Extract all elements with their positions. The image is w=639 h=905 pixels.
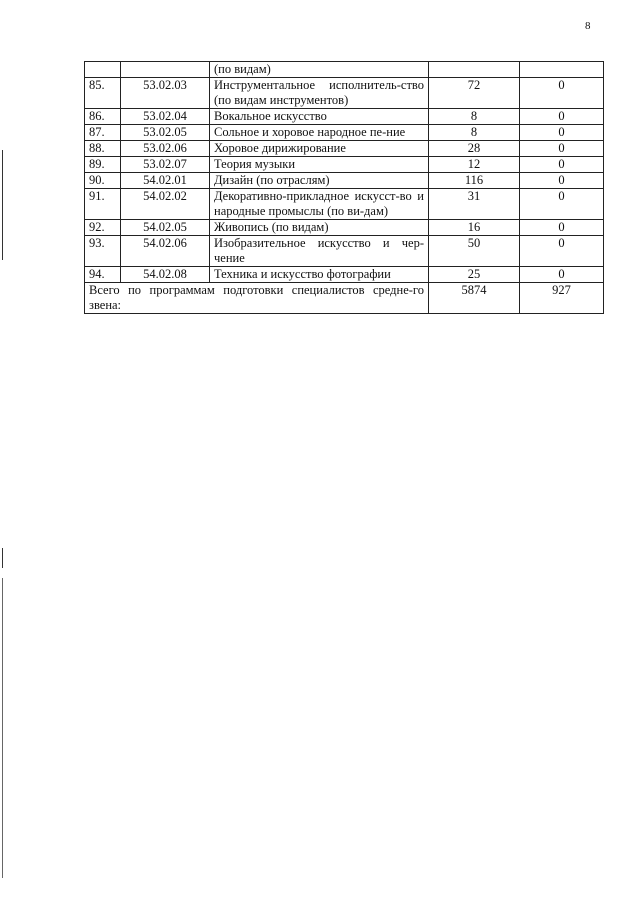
row-value-b: 0 bbox=[520, 78, 604, 109]
row-value-b: 0 bbox=[520, 141, 604, 157]
row-value-b bbox=[520, 62, 604, 78]
row-value-a bbox=[429, 62, 520, 78]
row-value-a: 116 bbox=[429, 173, 520, 189]
row-code: 54.02.05 bbox=[121, 220, 210, 236]
row-name: Техника и искусство фотографии bbox=[210, 267, 429, 283]
row-value-b: 0 bbox=[520, 157, 604, 173]
table-row bbox=[85, 267, 604, 283]
row-number: 89. bbox=[85, 157, 121, 173]
row-value-b: 0 bbox=[520, 267, 604, 283]
row-value-b: 0 bbox=[520, 109, 604, 125]
scan-edge-mark bbox=[2, 548, 3, 568]
row-number: 87. bbox=[85, 125, 121, 141]
row-name: Хоровое дирижирование bbox=[210, 141, 429, 157]
row-code: 54.02.02 bbox=[121, 189, 210, 220]
row-name: Дизайн (по отраслям) bbox=[210, 173, 429, 189]
row-name: Сольное и хоровое народное пе-ние bbox=[210, 125, 429, 141]
row-number: 88. bbox=[85, 141, 121, 157]
scan-edge-mark bbox=[2, 578, 3, 878]
row-value-a: 8 bbox=[429, 125, 520, 141]
total-row bbox=[85, 283, 604, 314]
row-value-b: 0 bbox=[520, 236, 604, 267]
total-value-a: 5874 bbox=[429, 283, 520, 314]
row-number: 91. bbox=[85, 189, 121, 220]
row-value-a: 72 bbox=[429, 78, 520, 109]
row-name: Изобразительное искусство и чер-чение bbox=[210, 236, 429, 267]
table-row bbox=[85, 141, 604, 157]
row-code: 54.02.06 bbox=[121, 236, 210, 267]
row-name: Инструментальное исполнитель-ство (по видам инструментов) bbox=[210, 78, 429, 109]
row-name: Теория музыки bbox=[210, 157, 429, 173]
row-value-a: 50 bbox=[429, 236, 520, 267]
row-number: 93. bbox=[85, 236, 121, 267]
table-row bbox=[85, 157, 604, 173]
row-value-b: 0 bbox=[520, 173, 604, 189]
row-number: 94. bbox=[85, 267, 121, 283]
specialties-table bbox=[84, 61, 604, 314]
row-value-a: 28 bbox=[429, 141, 520, 157]
row-name: Живопись (по видам) bbox=[210, 220, 429, 236]
table-body bbox=[85, 62, 604, 314]
row-code bbox=[121, 62, 210, 78]
table-row bbox=[85, 78, 604, 109]
table-row bbox=[85, 125, 604, 141]
row-value-b: 0 bbox=[520, 125, 604, 141]
scan-edge-mark bbox=[2, 150, 3, 260]
table-row bbox=[85, 173, 604, 189]
row-value-a: 25 bbox=[429, 267, 520, 283]
row-name: Декоративно-прикладное искусст-во и народные промыслы (по ви-дам) bbox=[210, 189, 429, 220]
row-value-a: 16 bbox=[429, 220, 520, 236]
row-code: 53.02.05 bbox=[121, 125, 210, 141]
row-value-b: 0 bbox=[520, 220, 604, 236]
row-code: 54.02.08 bbox=[121, 267, 210, 283]
row-code: 53.02.03 bbox=[121, 78, 210, 109]
row-number: 86. bbox=[85, 109, 121, 125]
row-code: 53.02.07 bbox=[121, 157, 210, 173]
row-code: 54.02.01 bbox=[121, 173, 210, 189]
row-name: (по видам) bbox=[210, 62, 429, 78]
row-value-a: 8 bbox=[429, 109, 520, 125]
row-number: 90. bbox=[85, 173, 121, 189]
page-number: 8 bbox=[585, 20, 591, 32]
row-value-b: 0 bbox=[520, 189, 604, 220]
row-number: 92. bbox=[85, 220, 121, 236]
total-label: Всего по программам подготовки специалистов средне-го звена: bbox=[85, 283, 429, 314]
row-number bbox=[85, 62, 121, 78]
row-value-a: 12 bbox=[429, 157, 520, 173]
row-code: 53.02.04 bbox=[121, 109, 210, 125]
row-code: 53.02.06 bbox=[121, 141, 210, 157]
row-value-a: 31 bbox=[429, 189, 520, 220]
row-name: Вокальное искусство bbox=[210, 109, 429, 125]
table-row bbox=[85, 236, 604, 267]
total-value-b: 927 bbox=[520, 283, 604, 314]
table-row bbox=[85, 220, 604, 236]
table-row bbox=[85, 189, 604, 220]
table-row bbox=[85, 62, 604, 78]
row-number: 85. bbox=[85, 78, 121, 109]
table-row bbox=[85, 109, 604, 125]
